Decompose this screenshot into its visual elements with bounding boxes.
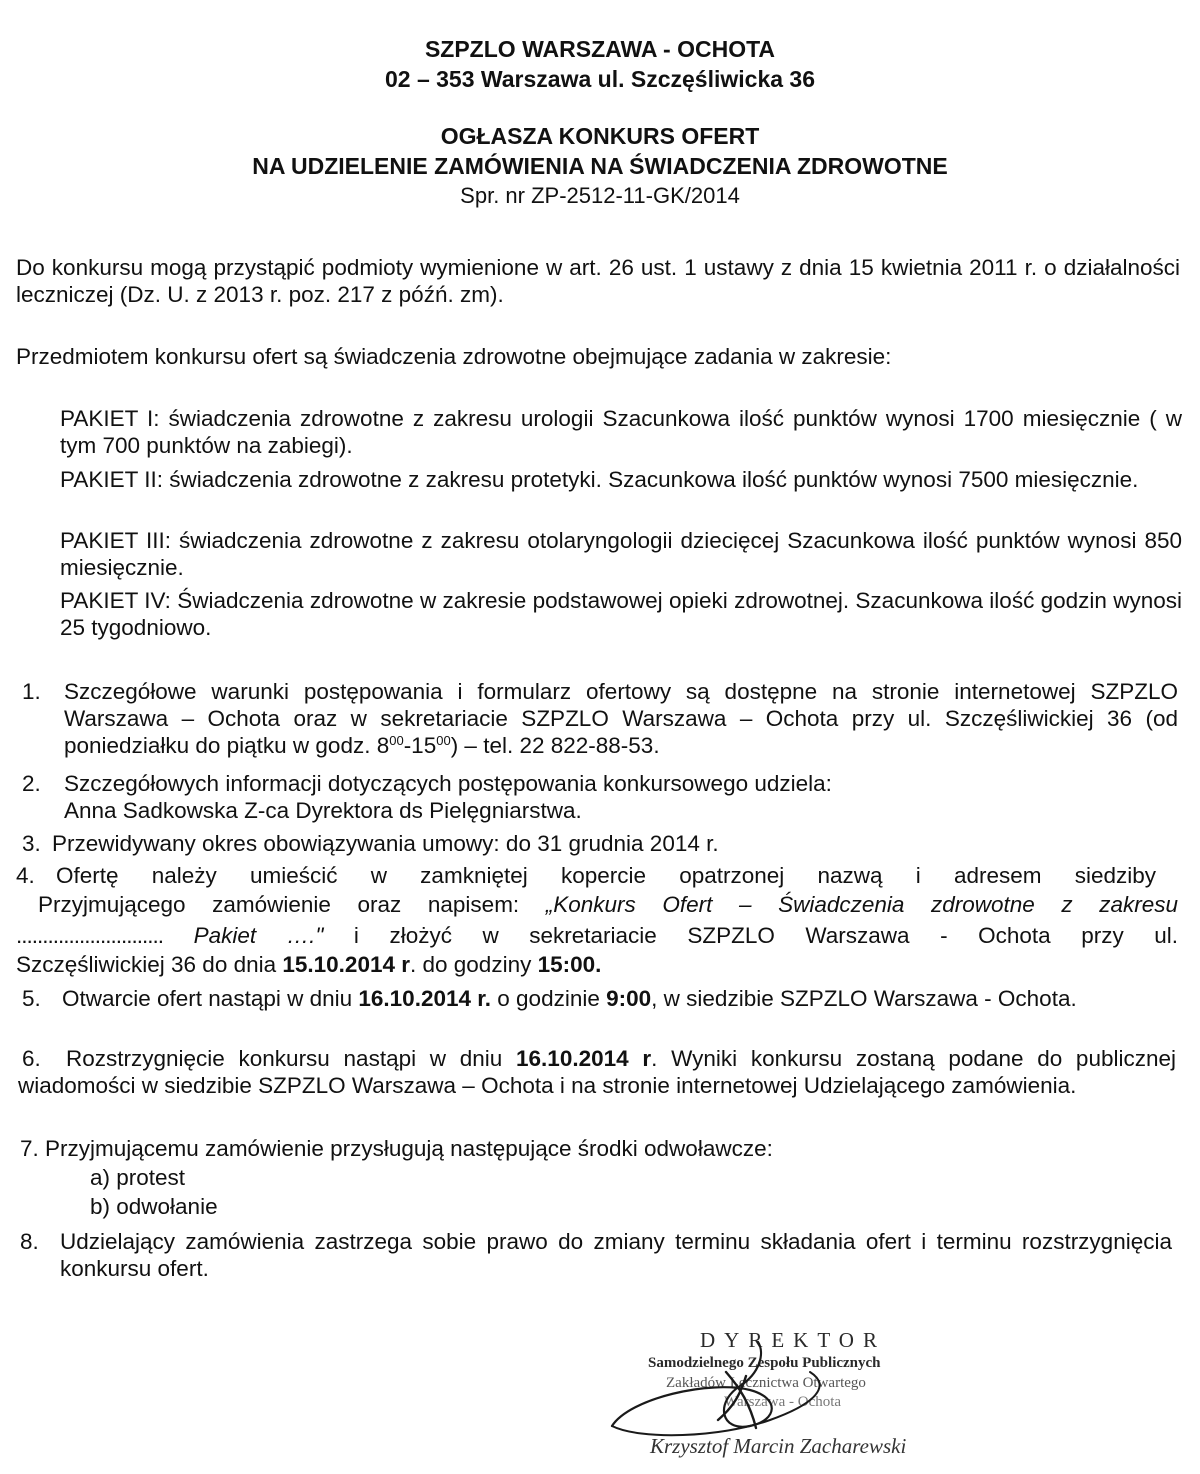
item-2-contact: Anna Sadkowska Z-ca Dyrektora ds Pielęgniarstwa. xyxy=(64,798,582,823)
package-1: PAKIET I: świadczenia zdrowotne z zakresu urologii Szacunkowa ilość punktów wynosi 1700 miesięcznie ( w tym 700 punktów na zabiegi). xyxy=(60,406,1182,458)
stamp-line-2: Zakładów Lecznictwa Otwartego xyxy=(666,1375,866,1391)
package-3: PAKIET III: świadczenia zdrowotne z zakresu otolaryngologii dziecięcej Szacunkowa ilość punktów wynosi 850 miesięcznie. xyxy=(60,528,1182,580)
item-2-number: 2. xyxy=(22,771,41,796)
eligibility-paragraph: Do konkursu mogą przystąpić podmioty wymienione w art. 26 ust. 1 ustawy z dnia 15 kwietnia 2011 r. o działalności leczniczej (Dz. U. z 2013 r. poz. 217 z późń. zm). xyxy=(16,255,1180,307)
announcement-subtitle: NA UDZIELENIE ZAMÓWIENIA NA ŚWIADCZENIA ZDROWOTNE xyxy=(252,153,948,179)
item-7-option-a: a) protest xyxy=(90,1165,186,1190)
item-4-line-3: ............................ Pakiet …." i złożyć w sekretariacie SZPZLO Warszawa - Ochota przy ul. xyxy=(16,923,1178,948)
item-8-number: 8. xyxy=(20,1229,39,1254)
item-1-text: Szczegółowe warunki postępowania i formularz ofertowy są dostępne na stronie internetowej SZPZLO Warszawa – Ochota oraz w sekretariacie SZPZLO Warszawa – Ochota przy ul. Szczęśliwickiej 36 (od poniedziałku do piątku w godz. $8^{00}-15^{00}$) – tel. 22 822-88-53. xyxy=(64,679,1178,758)
case-number: Spr. nr ZP-2512-11-GK/2014 xyxy=(460,183,740,208)
stamp-title: DYREKTOR xyxy=(700,1328,886,1352)
item-6-number: 6. xyxy=(22,1046,41,1071)
item-2-text: Szczegółowych informacji dotyczących postępowania konkursowego udziela: xyxy=(64,771,832,796)
item-1-number: 1. xyxy=(22,679,41,704)
item-4-line-1: Ofertę należy umieścić w zamkniętej kopercie opatrzonej nazwą i adresem siedziby xyxy=(56,863,1156,888)
item-8-text: Udzielający zamówienia zastrzega sobie prawo do zmiany terminu składania ofert i terminu rozstrzygnięcia konkursu ofert. xyxy=(60,1229,1172,1281)
stamp-name: Krzysztof Marcin Zacharewski xyxy=(650,1434,907,1458)
header xyxy=(0,34,1200,211)
director-stamp xyxy=(600,1328,1000,1474)
announcement-title: OGŁASZA KONKURS OFERT xyxy=(440,123,760,149)
package-2: PAKIET II: świadczenia zdrowotne z zakresu protetyki. Szacunkowa ilość punktów wynosi 7500 miesięcznie. xyxy=(60,467,1139,492)
item-5-text: Otwarcie ofert nastąpi w dniu 16.10.2014 r. o godzinie 9:00, w siedzibie SZPZLO Warszawa - Ochota. xyxy=(62,986,1077,1011)
item-3-number: 3. xyxy=(22,831,41,856)
item-4-line-2: Przyjmującego zamówienie oraz napisem: „Konkurs Ofert – Świadczenia zdrowotne z zakresu xyxy=(38,892,1178,917)
item-7-option-b: b) odwołanie xyxy=(90,1194,218,1219)
stamp-line-3: Warszawa - Ochota xyxy=(724,1394,842,1410)
package-4: PAKIET IV: Świadczenia zdrowotne w zakresie podstawowej opieki zdrowotnej. Szacunkowa ilość godzin wynosi 25 tygodniowo. xyxy=(60,588,1182,640)
item-6-text: Rozstrzygnięcie konkursu nastąpi w dniu 16.10.2014 r. Wyniki konkursu zostaną podane do publicznej wiadomości w siedzibie SZPZLO Warszawa – Ochota i na stronie internetowej Udzielającego zamówienia. xyxy=(18,1046,1176,1098)
item-7-text: 7. Przyjmującemu zamówienie przysługują następujące środki odwoławcze: xyxy=(20,1136,773,1161)
stamp-line-1: Samodzielnego Zespołu Publicznych xyxy=(648,1355,881,1371)
subject-paragraph: Przedmiotem konkursu ofert są świadczenia zdrowotne obejmujące zadania w zakresie: xyxy=(16,344,892,369)
item-4-line-4: Szczęśliwickiej 36 do dnia 15.10.2014 r. do godziny 15:00. xyxy=(16,952,602,977)
item-5-number: 5. xyxy=(22,986,41,1011)
item-4-number: 4. xyxy=(16,863,35,888)
org-address: 02 – 353 Warszawa ul. Szczęśliwicka 36 xyxy=(384,66,815,92)
org-name: SZPZLO WARSZAWA - OCHOTA xyxy=(424,36,776,62)
handwritten-signature-icon xyxy=(600,1328,1000,1474)
item-3-text: Przewidywany okres obowiązywania umowy: do 31 grudnia 2014 r. xyxy=(52,831,719,856)
